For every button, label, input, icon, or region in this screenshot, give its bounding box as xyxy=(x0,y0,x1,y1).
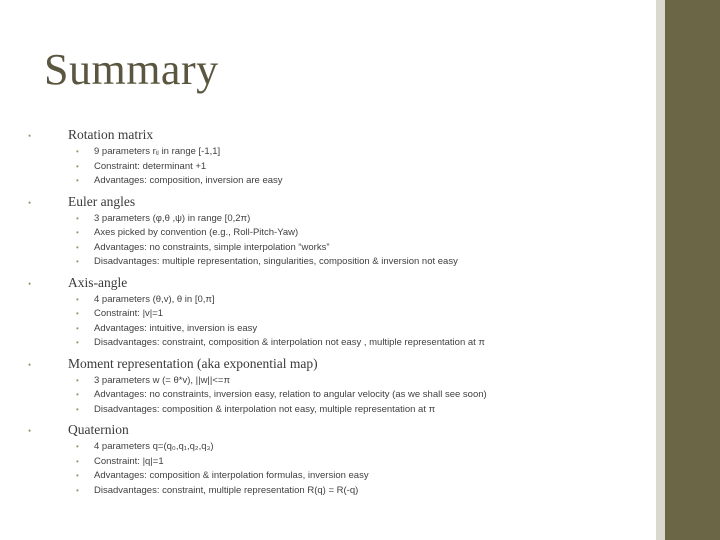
bullet-icon: • xyxy=(76,257,79,266)
section-axis-angle xyxy=(28,274,638,351)
sub-list xyxy=(28,145,638,189)
list-item: • 9 parameters rᵢⱼ in range [-1,1] xyxy=(28,145,638,160)
content-area xyxy=(28,126,638,502)
section-heading: Axis-angle xyxy=(68,274,128,290)
section-euler-angles xyxy=(28,193,638,270)
list-item: • Disadvantages: composition & interpolation not easy, multiple representation at π xyxy=(28,403,638,418)
bullet-icon: • xyxy=(76,309,79,318)
bullet-icon: • xyxy=(76,471,79,480)
list-item: • Disadvantages: multiple representation, singularities, composition & inversion not easy xyxy=(28,255,638,270)
section-moment-representation xyxy=(28,355,638,418)
section-heading: Moment representation (aka exponential map) xyxy=(68,355,318,371)
list-item: • Advantages: composition, inversion are easy xyxy=(28,174,638,189)
bullet-icon: • xyxy=(28,197,32,208)
list-item: • Advantages: intuitive, inversion is easy xyxy=(28,322,638,337)
slide-title: Summary xyxy=(44,45,219,94)
list-item: • 3 parameters w (= θ*v), ||w||<=π xyxy=(28,374,638,389)
list-item: • 4 parameters (θ,v), θ in [0,π] xyxy=(28,293,638,308)
bullet-icon: • xyxy=(76,147,79,156)
bullet-icon: • xyxy=(28,278,32,289)
list-item: • Disadvantages: constraint, composition & interpolation not easy , multiple representation at π xyxy=(28,336,638,351)
side-band-dark xyxy=(665,0,720,540)
bullet-icon: • xyxy=(76,390,79,399)
bullet-icon: • xyxy=(76,242,79,252)
bullet-icon: • xyxy=(28,131,32,141)
bullet-icon: • xyxy=(76,228,79,237)
sub-list xyxy=(28,293,638,351)
side-band-light xyxy=(656,0,665,540)
sub-list xyxy=(28,440,638,498)
section-heading: Rotation matrix xyxy=(68,127,154,142)
bullet-icon: • xyxy=(76,323,79,333)
bullet-icon: • xyxy=(76,161,79,171)
bullet-icon: • xyxy=(76,294,79,304)
list-item: • Axes picked by convention (e.g., Roll-Pitch-Yaw) xyxy=(28,226,638,241)
sub-list xyxy=(28,374,638,418)
list-item: • Constraint: |v|=1 xyxy=(28,307,638,322)
bullet-icon: • xyxy=(76,456,79,466)
bullet-icon: • xyxy=(76,375,79,385)
section-quaternion xyxy=(28,421,638,498)
list-item: • Advantages: no constraints, simple interpolation “works” xyxy=(28,241,638,256)
sub-list xyxy=(28,212,638,270)
bullet-icon: • xyxy=(76,213,79,223)
section-rotation-matrix xyxy=(28,126,638,189)
bullet-icon: • xyxy=(76,485,79,495)
list-item: • 3 parameters (φ,θ ,ψ) in range [0,2π) xyxy=(28,212,638,227)
list-item: • Constraint: |q|=1 xyxy=(28,455,638,470)
list-item: • Constraint: determinant +1 xyxy=(28,160,638,175)
list-item: • Advantages: no constraints, inversion easy, relation to angular velocity (as we shall see soon) xyxy=(28,388,638,403)
list-item: • 4 parameters q=(q₀,q₁,q₂,q₃) xyxy=(28,440,638,455)
section-heading: Euler angles xyxy=(68,193,136,209)
bullet-icon: • xyxy=(76,338,79,347)
bullet-icon: • xyxy=(76,404,79,414)
bullet-icon: • xyxy=(76,442,79,451)
list-item: • Disadvantages: constraint, multiple representation R(q) = R(-q) xyxy=(28,484,638,499)
section-heading: Quaternion xyxy=(68,422,129,437)
bullet-icon: • xyxy=(28,426,32,436)
bullet-icon: • xyxy=(28,359,32,370)
list-item: • Advantages: composition & interpolation formulas, inversion easy xyxy=(28,469,638,484)
bullet-icon: • xyxy=(76,176,79,185)
